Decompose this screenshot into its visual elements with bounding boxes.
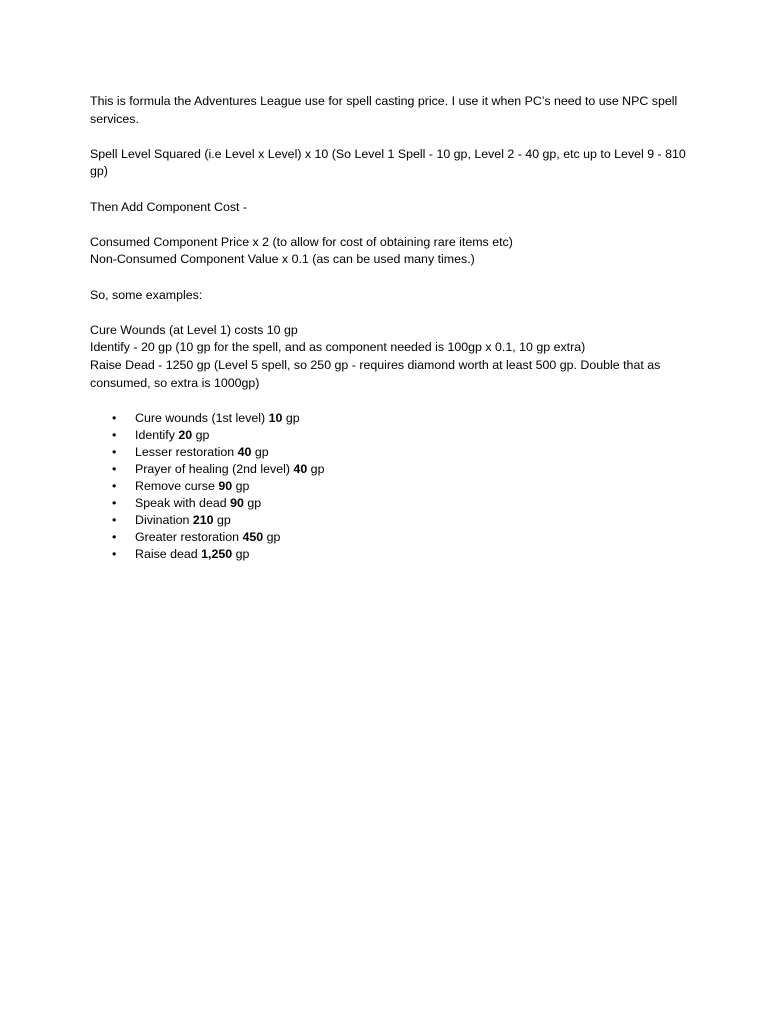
list-item xyxy=(90,512,690,529)
list-item xyxy=(90,495,690,512)
item-name: Greater restoration xyxy=(135,530,239,545)
item-unit: gp xyxy=(285,410,300,425)
bullet-icon: • xyxy=(112,496,117,511)
item-unit: gp xyxy=(195,427,210,442)
list-item xyxy=(90,427,690,444)
example-cure-wounds: Cure Wounds (at Level 1) costs 10 gp xyxy=(90,322,298,337)
document-page xyxy=(90,93,690,564)
item-price: 90 xyxy=(230,496,244,511)
paragraph-gap xyxy=(90,216,690,234)
item-price: 10 xyxy=(268,410,283,425)
bullet-icon: • xyxy=(112,547,117,562)
item-name: Prayer of healing (2nd level) xyxy=(135,461,290,476)
item-name: Divination xyxy=(135,513,190,528)
paragraph-gap xyxy=(90,128,690,146)
item-price: 210 xyxy=(192,513,214,528)
item-price: 40 xyxy=(293,461,308,476)
item-price: 1,250 xyxy=(201,547,233,562)
bullet-icon: • xyxy=(112,410,117,425)
item-price: 90 xyxy=(218,479,233,494)
bullet-icon: • xyxy=(112,444,117,459)
item-price: 20 xyxy=(178,427,193,442)
formula-paragraph: Spell Level Squared (i.e Level x Level) x 10 (So Level 1 Spell - 10 gp, Level 2 - 40 gp, etc up to Level 9 - 810 gp) xyxy=(90,146,686,179)
item-name: Lesser restoration xyxy=(135,444,235,459)
list-item xyxy=(90,529,690,546)
price-list xyxy=(90,410,690,564)
item-unit: gp xyxy=(254,444,269,459)
item-unit: gp xyxy=(235,547,250,562)
example-identify: Identify - 20 gp (10 gp for the spell, and as component needed is 100gp x 0.1, 10 gp extra) xyxy=(90,340,586,355)
list-item xyxy=(90,546,690,563)
item-price: 450 xyxy=(242,530,264,545)
item-price: 40 xyxy=(237,444,252,459)
paragraph-gap xyxy=(90,304,690,322)
item-unit: gp xyxy=(310,461,325,476)
bullet-icon: • xyxy=(112,513,117,528)
item-unit: gp xyxy=(217,513,231,528)
item-unit: gp xyxy=(247,496,262,511)
item-name: Speak with dead xyxy=(135,496,227,511)
paragraph-gap xyxy=(90,269,690,287)
item-name: Identify xyxy=(135,427,175,442)
list-item xyxy=(90,444,690,461)
item-unit: gp xyxy=(266,530,281,545)
list-item xyxy=(90,461,690,478)
item-name: Cure wounds (1st level) xyxy=(135,410,266,425)
bullet-icon: • xyxy=(112,479,117,494)
bullet-icon: • xyxy=(112,461,117,476)
item-name: Raise dead xyxy=(135,547,198,562)
paragraph-gap xyxy=(90,181,690,199)
component-heading: Then Add Component Cost - xyxy=(90,199,248,214)
example-raise-dead: Raise Dead - 1250 gp (Level 5 spell, so 250 gp - requires diamond worth at least 500 gp. Double that as consumed, so extra is 1000gp) xyxy=(90,357,661,390)
item-unit: gp xyxy=(235,479,250,494)
list-item xyxy=(90,410,690,427)
paragraph-gap xyxy=(90,392,690,410)
non-consumed-rule: Non-Consumed Component Value x 0.1 (as can be used many times.) xyxy=(90,252,475,267)
bullet-icon: • xyxy=(112,427,117,442)
consumed-rule: Consumed Component Price x 2 (to allow for cost of obtaining rare items etc) xyxy=(90,234,513,249)
bullet-icon: • xyxy=(112,530,117,545)
item-name: Remove curse xyxy=(135,479,215,494)
intro-paragraph: This is formula the Adventures League use for spell casting price. I use it when PC’s need to use NPC spell services. xyxy=(90,94,678,126)
examples-heading: So, some examples: xyxy=(90,287,203,302)
list-item xyxy=(90,478,690,495)
